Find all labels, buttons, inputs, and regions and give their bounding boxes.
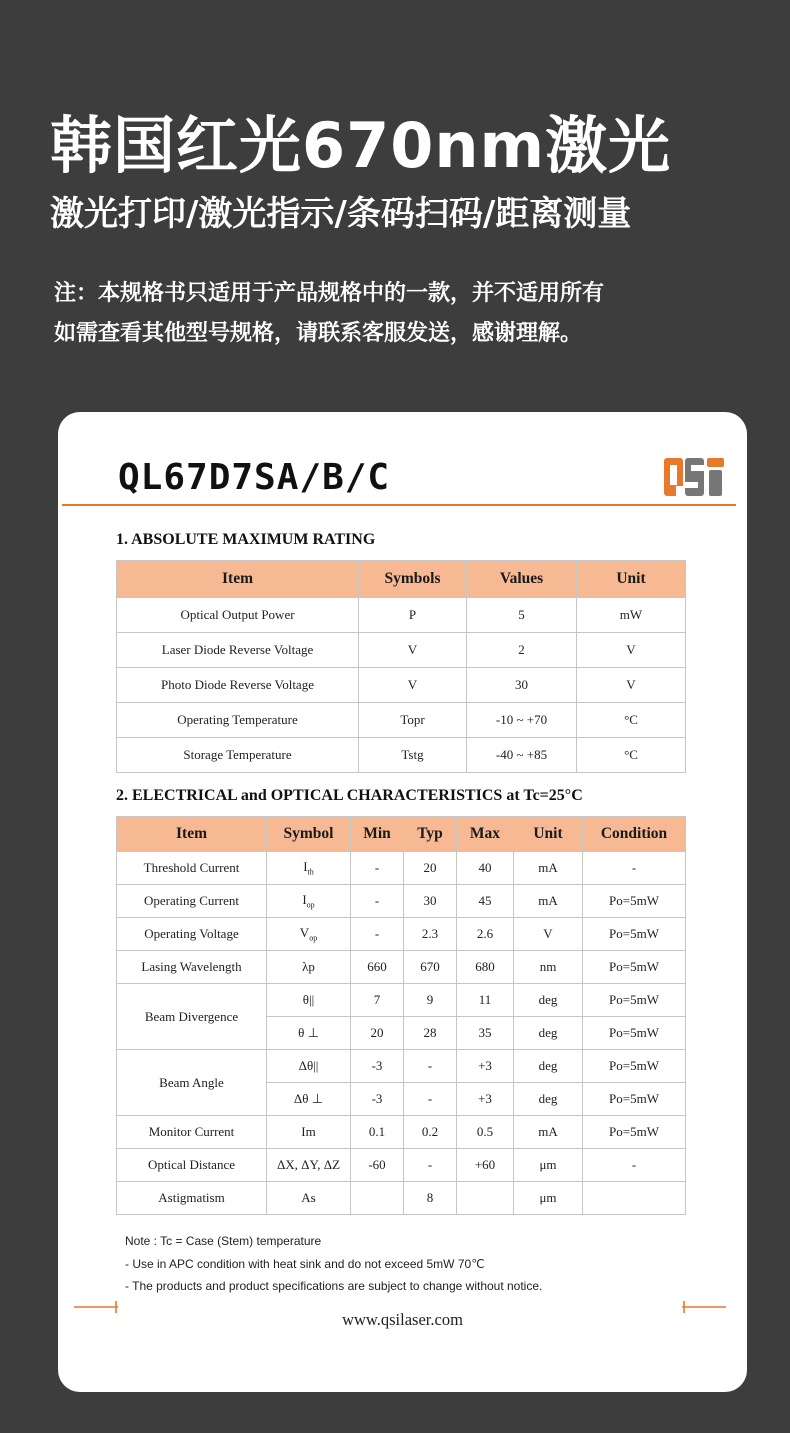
table-cell: 11 xyxy=(457,984,514,1017)
table-cell: -10 ~ +70 xyxy=(467,703,577,738)
table-cell: μm xyxy=(514,1182,583,1215)
footnote: Note : Tc = Case (Stem) temperature xyxy=(125,1234,322,1248)
table-cell: 660 xyxy=(351,951,404,984)
table-cell: ΔX, ΔY, ΔZ xyxy=(267,1149,351,1182)
column-header: Symbol xyxy=(267,817,351,852)
table-cell: 30 xyxy=(467,668,577,703)
table-row xyxy=(117,885,686,918)
table-cell xyxy=(457,1182,514,1215)
table-cell: 28 xyxy=(404,1017,457,1050)
table-cell: V xyxy=(514,918,583,951)
column-header: Max xyxy=(457,817,514,852)
column-header: Min xyxy=(351,817,404,852)
table-cell: Operating Voltage xyxy=(117,918,267,951)
electrical-optical-characteristics-table xyxy=(116,816,686,1215)
table-cell: Beam Divergence xyxy=(117,984,267,1050)
table-cell: 7 xyxy=(351,984,404,1017)
table-cell: V xyxy=(577,633,686,668)
table-row xyxy=(117,598,686,633)
table-cell: deg xyxy=(514,1050,583,1083)
symbol-subscript: op xyxy=(306,900,315,910)
table-cell xyxy=(267,885,351,918)
table-cell: - xyxy=(351,885,404,918)
table-cell: Threshold Current xyxy=(117,852,267,885)
page-subtitle: 激光打印/激光指示/条码扫码/距离测量 xyxy=(50,194,632,234)
table-cell: θ ⊥ xyxy=(267,1017,351,1050)
table-cell: 40 xyxy=(457,852,514,885)
table-cell: 5 xyxy=(467,598,577,633)
table-cell xyxy=(267,852,351,885)
table-cell: 35 xyxy=(457,1017,514,1050)
table-cell: θ|| xyxy=(267,984,351,1017)
section-2-title: 2. ELECTRICAL and OPTICAL CHARACTERISTICS at Tc=25°C xyxy=(116,787,583,804)
table-cell: λp xyxy=(267,951,351,984)
absolute-maximum-rating-table xyxy=(116,560,686,773)
table-cell: Optical Distance xyxy=(117,1149,267,1182)
table-cell: Δθ|| xyxy=(267,1050,351,1083)
table-cell: Operating Current xyxy=(117,885,267,918)
table-cell: - xyxy=(583,1149,686,1182)
symbol-text: I xyxy=(302,892,307,908)
table-cell: deg xyxy=(514,1017,583,1050)
table-row xyxy=(117,1149,686,1182)
table-row xyxy=(117,1116,686,1149)
table-cell: deg xyxy=(514,984,583,1017)
website-link[interactable]: www.qsilaser.com xyxy=(342,1310,463,1329)
table-cell: +3 xyxy=(457,1050,514,1083)
table-cell xyxy=(267,918,351,951)
table-cell: Photo Diode Reverse Voltage xyxy=(117,668,359,703)
table-cell: 2.6 xyxy=(457,918,514,951)
table-cell: μm xyxy=(514,1149,583,1182)
column-header: Values xyxy=(467,561,577,598)
table-cell: +60 xyxy=(457,1149,514,1182)
table-cell: Po=5mW xyxy=(583,984,686,1017)
table-cell: 45 xyxy=(457,885,514,918)
table-cell: Beam Angle xyxy=(117,1050,267,1116)
table-cell: - xyxy=(351,852,404,885)
disclaimer-note xyxy=(54,274,604,354)
table-row xyxy=(117,984,686,1017)
table-cell xyxy=(351,1182,404,1215)
table-row xyxy=(117,951,686,984)
table-cell: °C xyxy=(577,703,686,738)
symbol-subscript: op xyxy=(309,933,318,943)
table-cell: - xyxy=(404,1050,457,1083)
table-cell: Po=5mW xyxy=(583,918,686,951)
table-cell: V xyxy=(359,633,467,668)
table-row xyxy=(117,738,686,773)
table-cell: Operating Temperature xyxy=(117,703,359,738)
table-cell: Tstg xyxy=(359,738,467,773)
table-cell: 670 xyxy=(404,951,457,984)
table-row xyxy=(117,1182,686,1215)
table-cell: Po=5mW xyxy=(583,1017,686,1050)
table-cell: Δθ ⊥ xyxy=(267,1083,351,1116)
table-cell: - xyxy=(351,918,404,951)
table-cell: 2.3 xyxy=(404,918,457,951)
table-row xyxy=(117,852,686,885)
table-cell: mW xyxy=(577,598,686,633)
table-cell: V xyxy=(577,668,686,703)
table-header-row xyxy=(117,561,686,598)
table-cell: -3 xyxy=(351,1083,404,1116)
table-cell: mA xyxy=(514,852,583,885)
column-header: Symbols xyxy=(359,561,467,598)
table-row xyxy=(117,918,686,951)
symbol-text: I xyxy=(303,859,308,875)
table-cell: Monitor Current xyxy=(117,1116,267,1149)
qsi-logo xyxy=(664,456,726,500)
table-cell: nm xyxy=(514,951,583,984)
table-cell: -3 xyxy=(351,1050,404,1083)
table-cell: P xyxy=(359,598,467,633)
table-cell: +3 xyxy=(457,1083,514,1116)
symbol-subscript: th xyxy=(307,867,314,877)
table-cell: - xyxy=(404,1149,457,1182)
table-cell: V xyxy=(359,668,467,703)
table-cell: Laser Diode Reverse Voltage xyxy=(117,633,359,668)
disclaimer-line-1: 注：本规格书只适用于产品规格中的一款，并不适用所有 xyxy=(54,281,605,306)
table-cell: 30 xyxy=(404,885,457,918)
table-cell: mA xyxy=(514,885,583,918)
header-divider xyxy=(62,504,736,506)
table-cell: Po=5mW xyxy=(583,885,686,918)
table-cell: -40 ~ +85 xyxy=(467,738,577,773)
footnote: - The products and product specifications are subject to change without notice. xyxy=(125,1279,543,1293)
column-header: Item xyxy=(117,561,359,598)
model-number: QL67D7SA/B/C xyxy=(118,457,391,498)
table-row xyxy=(117,1050,686,1083)
table-cell: Astigmatism xyxy=(117,1182,267,1215)
column-header: Typ xyxy=(404,817,457,852)
table-cell: 2 xyxy=(467,633,577,668)
table-cell: Lasing Wavelength xyxy=(117,951,267,984)
table-cell: - xyxy=(404,1083,457,1116)
table-row xyxy=(117,633,686,668)
table-cell: Topr xyxy=(359,703,467,738)
page-title: 韩国红光670nm激光 xyxy=(50,109,672,182)
section-1-title: 1. ABSOLUTE MAXIMUM RATING xyxy=(116,531,376,548)
table-cell: mA xyxy=(514,1116,583,1149)
table-cell: Po=5mW xyxy=(583,1116,686,1149)
table-cell: °C xyxy=(577,738,686,773)
table-cell: 20 xyxy=(351,1017,404,1050)
column-header: Item xyxy=(117,817,267,852)
table-cell: As xyxy=(267,1182,351,1215)
column-header: Condition xyxy=(583,817,686,852)
column-header: Unit xyxy=(514,817,583,852)
table-cell: -60 xyxy=(351,1149,404,1182)
table-cell: 0.2 xyxy=(404,1116,457,1149)
table-cell: Po=5mW xyxy=(583,951,686,984)
disclaimer-line-2: 如需查看其他型号规格，请联系客服发送，感谢理解。 xyxy=(54,321,583,346)
table-cell: - xyxy=(583,852,686,885)
table-cell: deg xyxy=(514,1083,583,1116)
footnote: - Use in APC condition with heat sink and do not exceed 5mW 70℃ xyxy=(125,1256,485,1271)
table-cell: 0.5 xyxy=(457,1116,514,1149)
table-cell: Im xyxy=(267,1116,351,1149)
table-cell xyxy=(583,1182,686,1215)
symbol-text: V xyxy=(299,925,310,941)
table-cell: Po=5mW xyxy=(583,1050,686,1083)
table-cell: 9 xyxy=(404,984,457,1017)
table-row xyxy=(117,703,686,738)
table-cell: 0.1 xyxy=(351,1116,404,1149)
table-header-row xyxy=(117,817,686,852)
spec-sheet-card xyxy=(58,412,747,1392)
table-cell: Optical Output Power xyxy=(117,598,359,633)
table-row xyxy=(117,668,686,703)
table-cell: 8 xyxy=(404,1182,457,1215)
column-header: Unit xyxy=(577,561,686,598)
table-cell: 680 xyxy=(457,951,514,984)
table-cell: Storage Temperature xyxy=(117,738,359,773)
table-cell: Po=5mW xyxy=(583,1083,686,1116)
table-cell: 20 xyxy=(404,852,457,885)
footnotes xyxy=(125,1230,542,1298)
